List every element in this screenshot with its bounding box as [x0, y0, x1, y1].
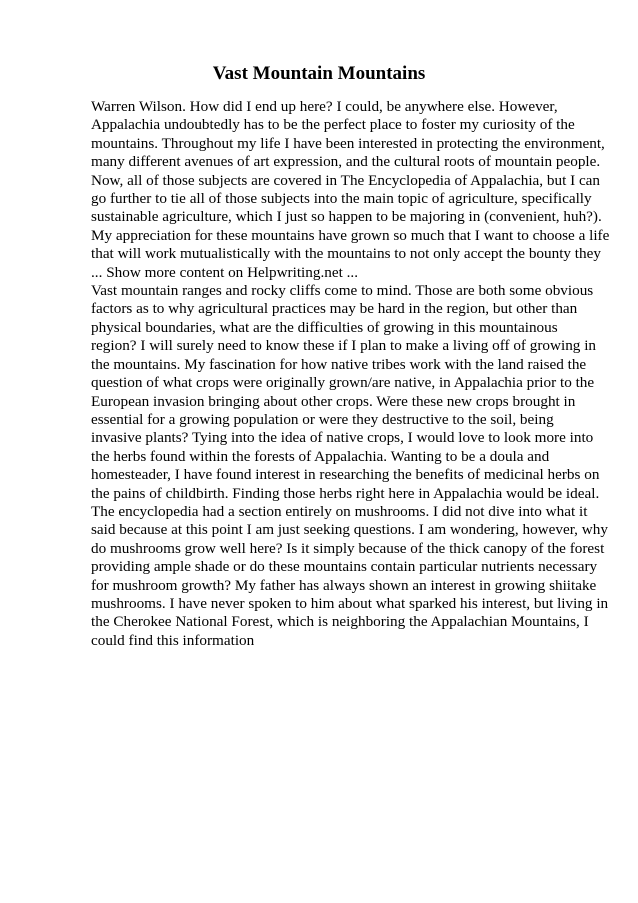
body-line: mushrooms. I have never spoken to him about what sparked his interest, but living in — [91, 594, 609, 612]
document-title: Vast Mountain Mountains — [212, 63, 426, 84]
body-line: the pains of childbirth. Finding those herbs right here in Appalachia would be ideal. — [91, 484, 600, 502]
body-line: question of what crops were originally grown/are native, in Appalachia prior to the — [91, 374, 595, 392]
body-line: physical boundaries, what are the difficulties of growing in this mountainous — [91, 318, 558, 336]
body-line: do mushrooms grow well here? Is it simply because of the thick canopy of the forest — [91, 539, 605, 557]
document-body — [91, 98, 611, 650]
body-line: European invasion bringing about other crops. Were these new crops brought in — [91, 392, 576, 410]
body-line: the herbs found within the forests of Appalachia. Wanting to be a doula and — [91, 447, 550, 465]
body-line: mountains. Throughout my life I have been interested in protecting the environment, — [91, 134, 605, 152]
body-line: go further to tie all of those subjects into the main topic of agriculture, specifically — [91, 190, 592, 208]
body-line: providing ample shade or do these mountains contain particular nutrients necessary — [91, 558, 598, 576]
body-line: could find this information — [91, 631, 255, 649]
body-line: Now, all of those subjects are covered in The Encyclopedia of Appalachia, but I can — [91, 171, 601, 189]
body-line: factors as to why agricultural practices may be hard in the region, but other than — [91, 300, 578, 318]
body-line: the Cherokee National Forest, which is neighboring the Appalachian Mountains, I — [91, 613, 589, 631]
body-line: homesteader, I have found interest in researching the benefits of medicinal herbs on — [91, 466, 600, 484]
body-line: Warren Wilson. How did I end up here? I could, be anywhere else. However, — [91, 98, 558, 115]
body-line: that will work mutualistically with the mountains to not only accept the bounty they — [91, 245, 601, 263]
body-line: for mushroom growth? My father has always shown an interest in growing shiitake — [91, 576, 597, 594]
body-line: Vast mountain ranges and rocky cliffs come to mind. Those are both some obvious — [91, 282, 594, 300]
body-line: essential for a growing population or were they destructive to the soil, being — [91, 410, 554, 428]
body-line: region? I will surely need to know these if I plan to make a living off of growing in — [91, 337, 597, 355]
body-line: said because at this point I am just seeking questions. I am wondering, however, why — [91, 521, 608, 539]
show-more-link[interactable]: ... Show more content on Helpwriting.net ... — [91, 263, 359, 281]
body-line: sustainable agriculture, which I just so happen to be majoring in (convenient, huh?). — [91, 208, 602, 226]
body-line: The encyclopedia had a section entirely on mushrooms. I did not dive into what it — [91, 502, 588, 520]
body-line: My appreciation for these mountains have grown so much that I want to choose a life — [91, 226, 610, 244]
body-line: the mountains. My fascination for how native tribes work with the land raised the — [91, 355, 587, 373]
body-line: many different avenues of art expression, and the cultural roots of mountain people. — [91, 153, 601, 171]
body-line: Appalachia undoubtedly has to be the perfect place to foster my curiosity of the — [91, 116, 575, 134]
body-line: invasive plants? Tying into the idea of native crops, I would love to look more into — [91, 429, 594, 447]
